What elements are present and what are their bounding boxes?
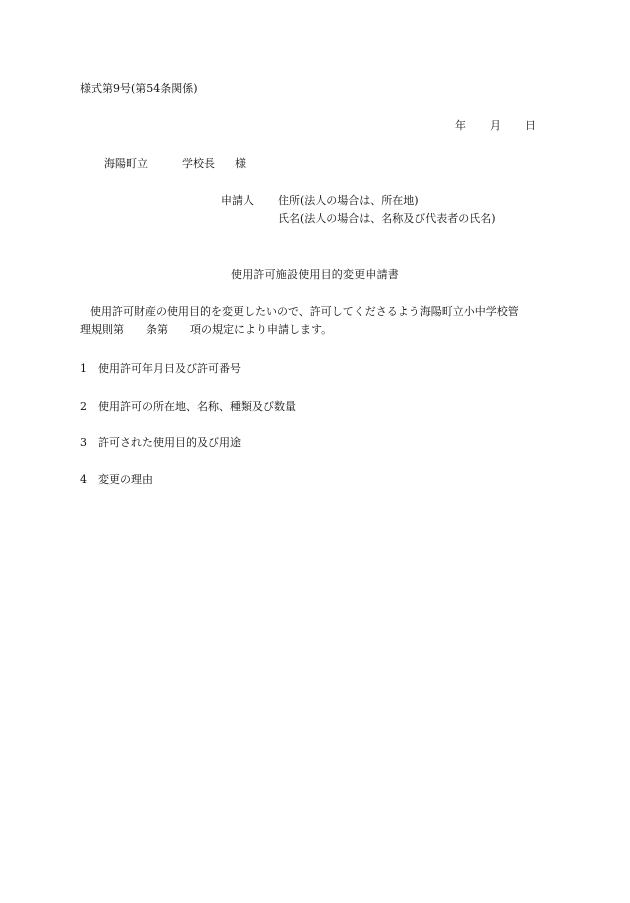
addressee (104, 156, 246, 171)
list-item-number: 2 (80, 400, 87, 413)
body-line-1: 使用許可財産の使用目的を変更したいので、許可してくださるよう海陽町立小中学校管 (90, 305, 519, 318)
list-item-text: 使用許可の所在地、名称、種類及び数量 (98, 400, 296, 413)
applicant-name: 氏名(法人の場合は、名称及び代表者の氏名) (278, 212, 496, 225)
applicant-address: 住所(法人の場合は、所在地) (278, 194, 419, 207)
body-line-2 (80, 322, 332, 337)
addressee-town: 海陽町立 (104, 157, 148, 170)
list-item-text: 使用許可年月日及び許可番号 (98, 362, 241, 375)
date-line (455, 118, 536, 133)
addressee-honorific: 様 (235, 157, 246, 170)
document-title: 使用許可施設使用目的変更申請書 (231, 268, 399, 281)
list-item (80, 361, 241, 376)
addressee-school: 学校長 (182, 157, 215, 170)
list-item-number: 1 (80, 362, 87, 375)
list-item-number: 4 (80, 473, 87, 486)
list-item-number: 3 (80, 436, 87, 449)
body-line-2-part-c: 項の規定により申請します。 (190, 323, 333, 336)
day-label: 日 (525, 119, 536, 132)
list-item-text: 変更の理由 (98, 473, 153, 486)
month-label: 月 (490, 119, 501, 132)
body-line-2-part-a: 理規則第 (80, 323, 124, 336)
list-item (80, 472, 153, 487)
list-item-text: 許可された使用目的及び用途 (98, 436, 241, 449)
year-label: 年 (455, 119, 466, 132)
list-item (80, 399, 296, 414)
body-line-2-part-b: 条第 (146, 323, 168, 336)
form-number: 様式第9号(第54条関係) (80, 82, 198, 95)
list-item (80, 435, 241, 450)
applicant-label: 申請人 (221, 194, 254, 207)
